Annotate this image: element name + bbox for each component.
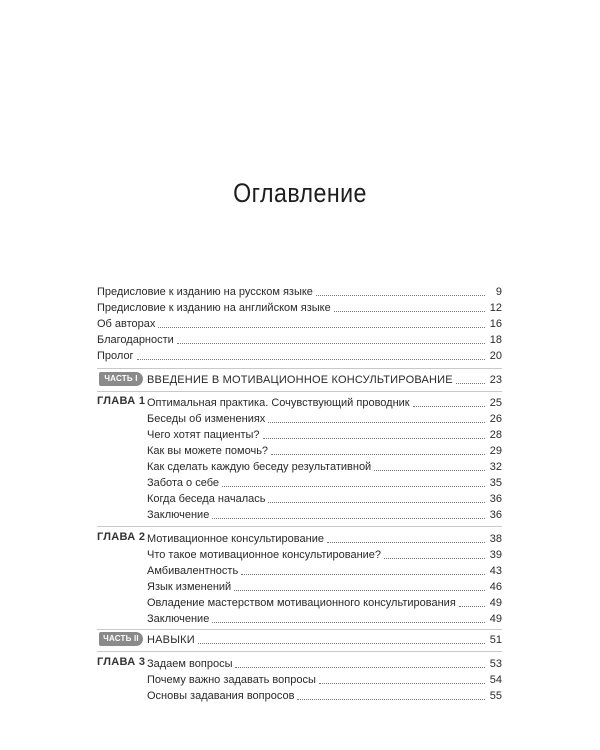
toc-entry[interactable] bbox=[147, 410, 502, 426]
toc-entry[interactable] bbox=[97, 283, 502, 299]
chapter-title: Мотивационное консультирование bbox=[147, 533, 324, 545]
toc-entry-title: Что такое мотивационное консультирование? bbox=[147, 549, 382, 561]
toc-entry-title: Пролог bbox=[97, 350, 134, 362]
toc-entry-title: Предисловие к изданию на русском языке bbox=[97, 286, 313, 298]
toc-entry-title: Почему важно задавать вопросы bbox=[147, 674, 316, 686]
separator bbox=[97, 629, 502, 630]
dot-leader bbox=[137, 358, 485, 360]
toc-entry-page: 28 bbox=[489, 429, 502, 441]
toc-entry-title: Беседы об изменениях bbox=[147, 413, 266, 425]
toc-entry-title: Заключение bbox=[147, 509, 210, 521]
part-page: 23 bbox=[489, 374, 502, 386]
toc-entry-title: Как сделать каждую беседу результативной bbox=[147, 461, 372, 473]
toc-entry-title: Амбивалентность bbox=[147, 565, 239, 577]
part-title: НАВЫКИ bbox=[147, 634, 195, 646]
toc-entry[interactable] bbox=[147, 426, 502, 442]
dot-leader bbox=[263, 437, 485, 439]
separator bbox=[97, 651, 502, 652]
chapter-page: 38 bbox=[489, 533, 502, 545]
toc-entry[interactable] bbox=[147, 506, 502, 522]
dot-leader bbox=[319, 682, 485, 684]
dot-leader bbox=[241, 573, 485, 575]
toc-entry-title: Как вы можете помочь? bbox=[147, 445, 269, 457]
page-title: Оглавление bbox=[233, 178, 367, 208]
toc-entry-page: 35 bbox=[489, 477, 502, 489]
chapter-entry[interactable] bbox=[147, 530, 502, 546]
toc-entry-page: 49 bbox=[489, 597, 502, 609]
toc-entry[interactable] bbox=[147, 442, 502, 458]
toc-entry-page: 39 bbox=[489, 549, 502, 561]
dot-leader bbox=[384, 557, 485, 559]
toc-entry[interactable] bbox=[147, 687, 502, 703]
dot-leader bbox=[327, 541, 485, 543]
dot-leader bbox=[459, 605, 485, 607]
dot-leader bbox=[316, 294, 485, 296]
toc-entry-page: 36 bbox=[489, 493, 502, 505]
dot-leader bbox=[271, 453, 485, 455]
toc-entry-page: 16 bbox=[489, 318, 502, 330]
dot-leader bbox=[268, 501, 485, 503]
chapter-entry[interactable] bbox=[147, 655, 502, 671]
toc-entry-page: 9 bbox=[495, 286, 502, 298]
toc-entry-page: 18 bbox=[489, 334, 502, 346]
toc-entry[interactable] bbox=[147, 474, 502, 490]
dot-leader bbox=[297, 698, 485, 700]
toc-entry[interactable] bbox=[147, 546, 502, 562]
toc-entry-title: Когда беседа началась bbox=[147, 493, 266, 505]
part-entry[interactable] bbox=[147, 631, 502, 647]
dot-leader bbox=[413, 405, 485, 407]
toc-entry-page: 49 bbox=[489, 613, 502, 625]
toc-entry[interactable] bbox=[147, 671, 502, 687]
toc-entry[interactable] bbox=[97, 315, 502, 331]
toc-entry-page: 32 bbox=[489, 461, 502, 473]
part-entry[interactable] bbox=[147, 371, 502, 387]
toc-entry-title: Об авторах bbox=[97, 318, 156, 330]
chapter-title: Задаем вопросы bbox=[147, 658, 233, 670]
toc-entry[interactable] bbox=[147, 578, 502, 594]
toc-entry-title: Благодарности bbox=[97, 334, 174, 346]
dot-leader bbox=[212, 621, 485, 623]
toc-entry-title: Забота о себе bbox=[147, 477, 219, 489]
dot-leader bbox=[334, 310, 485, 312]
dot-leader bbox=[268, 421, 485, 423]
dot-leader bbox=[177, 342, 485, 344]
toc-entry-page: 26 bbox=[489, 413, 502, 425]
toc-entry-title: Овладение мастерством мотивационного консультирования bbox=[147, 597, 456, 609]
separator bbox=[97, 391, 502, 392]
toc-entry[interactable] bbox=[147, 610, 502, 626]
separator bbox=[97, 368, 502, 369]
chapter-page: 25 bbox=[489, 397, 502, 409]
toc-entry-page: 29 bbox=[489, 445, 502, 457]
dot-leader bbox=[234, 589, 485, 591]
chapter-label: ГЛАВА 3 bbox=[97, 656, 146, 668]
part-page: 51 bbox=[489, 634, 502, 646]
toc-entry[interactable] bbox=[97, 331, 502, 347]
toc-entry[interactable] bbox=[147, 458, 502, 474]
toc-entry-page: 54 bbox=[489, 674, 502, 686]
toc-entry-title: Основы задавания вопросов bbox=[147, 690, 295, 702]
toc-entry-title: Чего хотят пациенты? bbox=[147, 429, 260, 441]
part-badge: ЧАСТЬ I bbox=[99, 372, 143, 386]
chapter-label: ГЛАВА 1 bbox=[97, 395, 146, 407]
toc-entry[interactable] bbox=[147, 490, 502, 506]
toc-entry-page: 55 bbox=[489, 690, 502, 702]
part-title: ВВЕДЕНИЕ В МОТИВАЦИОННОЕ КОНСУЛЬТИРОВАНИЕ bbox=[147, 374, 453, 386]
toc-entry-page: 12 bbox=[489, 302, 502, 314]
toc-entry-page: 20 bbox=[489, 350, 502, 362]
toc-entry-title: Язык изменений bbox=[147, 581, 232, 593]
dot-leader bbox=[198, 642, 485, 644]
toc-entry-page: 46 bbox=[489, 581, 502, 593]
dot-leader bbox=[235, 666, 485, 668]
chapter-page: 53 bbox=[489, 658, 502, 670]
dot-leader bbox=[158, 326, 485, 328]
part-badge: ЧАСТЬ II bbox=[99, 632, 143, 646]
chapter-entry[interactable] bbox=[147, 394, 502, 410]
dot-leader bbox=[222, 485, 485, 487]
toc-entry-page: 43 bbox=[489, 565, 502, 577]
toc-entry[interactable] bbox=[147, 562, 502, 578]
toc-entry-title: Заключение bbox=[147, 613, 210, 625]
chapter-label: ГЛАВА 2 bbox=[97, 531, 146, 543]
toc-entry-title: Предисловие к изданию на английском языке bbox=[97, 302, 331, 314]
toc-entry[interactable] bbox=[147, 594, 502, 610]
dot-leader bbox=[212, 517, 485, 519]
separator bbox=[97, 526, 502, 527]
toc-entry[interactable] bbox=[97, 299, 502, 315]
toc-entry-page: 36 bbox=[489, 509, 502, 521]
toc-entry[interactable] bbox=[97, 347, 502, 363]
dot-leader bbox=[374, 469, 485, 471]
dot-leader bbox=[456, 382, 485, 384]
chapter-title: Оптимальная практика. Сочувствующий проводник bbox=[147, 397, 410, 409]
